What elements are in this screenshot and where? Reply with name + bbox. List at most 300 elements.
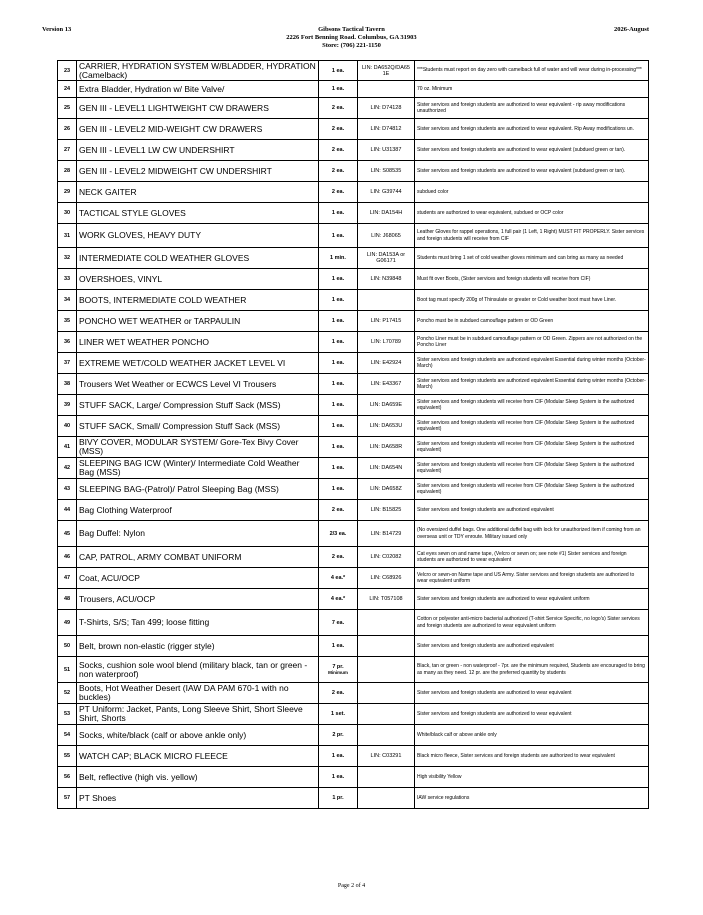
table-row	[58, 140, 649, 161]
row-number	[58, 746, 77, 767]
item-description	[77, 248, 319, 269]
item-quantity-text: 2 ea.	[331, 507, 345, 513]
item-description	[77, 395, 319, 416]
item-remarks	[415, 416, 649, 437]
item-lin-text: LIN: U31387	[370, 147, 402, 153]
item-remarks-text: Sister services and foreign students are authorized equivalent	[417, 642, 554, 649]
table-row	[58, 248, 649, 269]
row-number	[58, 610, 77, 636]
item-quantity	[319, 182, 358, 203]
table-row	[58, 98, 649, 119]
item-description	[77, 61, 319, 81]
item-description-text: EXTREME WET/COLD WEATHER JACKET LEVEL VI	[79, 357, 286, 368]
item-remarks-text: Cat eyes sewn on and name tape, (Velcro or sewn on; see note #1) Sister services and foreign students are authorized to wear equivalent	[417, 550, 627, 563]
row-number-text: 32	[63, 255, 71, 261]
row-number	[58, 547, 77, 568]
row-number	[58, 589, 77, 610]
item-remarks-text: Black micro fleece, Sister services and foreign students are authorized to wear equivalent	[417, 752, 615, 759]
row-number	[58, 269, 77, 290]
item-lin	[358, 500, 415, 521]
table-row	[58, 657, 649, 683]
item-remarks	[415, 395, 649, 416]
item-description	[77, 788, 319, 809]
row-number-text: 39	[63, 402, 71, 408]
item-remarks	[415, 458, 649, 479]
item-remarks-text: Velcro or sewn-on Name tape and US Army. Sister services and foreign students are authorized to wear equivalent uniform	[417, 571, 635, 584]
row-number-text: 52	[63, 690, 71, 696]
item-quantity	[319, 290, 358, 311]
item-description	[77, 140, 319, 161]
item-quantity	[319, 479, 358, 500]
row-number	[58, 290, 77, 311]
item-remarks-text: Sister services and foreign students are authorized to wear equivalent	[417, 689, 572, 696]
row-number-text: 28	[63, 168, 71, 174]
row-number	[58, 61, 77, 81]
table-row	[58, 61, 649, 81]
table-row	[58, 500, 649, 521]
item-lin-text: LIN: DA653U	[369, 423, 403, 429]
item-lin-text: LIN: D74128	[370, 105, 402, 111]
table-row	[58, 568, 649, 589]
packing-list-table	[57, 60, 649, 809]
item-description	[77, 437, 319, 458]
item-quantity-text: 1 min.	[330, 255, 346, 261]
row-number-text: 35	[63, 318, 71, 324]
item-quantity	[319, 269, 358, 290]
item-lin-text: LIN: C03291	[370, 753, 402, 759]
item-remarks	[415, 746, 649, 767]
item-description-text: GEN III - LEVEL2 MID-WEIGHT CW DRAWERS	[79, 123, 263, 134]
item-quantity-text: 1 ea.	[331, 86, 345, 92]
item-quantity-text: 2 ea.	[331, 126, 345, 132]
row-number-text: 37	[63, 360, 71, 366]
store-name: Gibsons Tactical Tavern	[318, 26, 385, 33]
item-description-text: PONCHO WET WEATHER or TARPAULIN	[79, 315, 241, 326]
item-quantity	[319, 203, 358, 224]
item-lin-text: LIN: J68065	[371, 232, 401, 239]
row-number	[58, 788, 77, 809]
item-quantity-text: 7 ea.	[331, 619, 345, 626]
item-quantity-text: 2 pr.	[332, 732, 344, 738]
item-description	[77, 610, 319, 636]
item-lin	[358, 725, 415, 746]
item-description-text: TACTICAL STYLE GLOVES	[79, 207, 186, 218]
row-number-text: 53	[63, 711, 71, 717]
table-row	[58, 521, 649, 547]
item-lin	[358, 353, 415, 374]
item-quantity	[319, 61, 358, 81]
item-remarks-text: Black, tan or green - non waterproof - 7pr. are the minimum required, Students are encouraged to bring as many as they need. 12 pr. are the preferred quantity by students	[417, 663, 645, 676]
item-remarks	[415, 767, 649, 788]
item-description	[77, 290, 319, 311]
item-quantity	[319, 332, 358, 353]
item-quantity	[319, 248, 358, 269]
item-quantity	[319, 437, 358, 458]
item-lin	[358, 395, 415, 416]
row-number	[58, 119, 77, 140]
item-remarks-text: Must fit over Boots, (Sister services and foreign students will receive from CIF)	[417, 275, 591, 282]
row-number-text: 41	[63, 444, 71, 450]
item-quantity-text: 2/3 ea.	[329, 530, 347, 537]
item-description-text: Extra Bladder, Hydration w/ Bite Valve/	[79, 83, 225, 94]
table-row	[58, 767, 649, 788]
item-quantity	[319, 353, 358, 374]
row-number-text: 51	[63, 666, 71, 673]
item-quantity	[319, 547, 358, 568]
item-description-text: Trousers Wet Weather or ECWCS Level VI Trousers	[79, 378, 277, 389]
item-quantity	[319, 98, 358, 119]
row-number-text: 56	[63, 774, 71, 780]
row-number-text: 38	[63, 381, 71, 387]
row-number-text: 46	[63, 554, 71, 560]
item-description-text: INTERMEDIATE COLD WEATHER GLOVES	[79, 252, 250, 263]
item-quantity	[319, 636, 358, 657]
item-lin	[358, 81, 415, 98]
item-quantity-text: 1 ea.	[331, 444, 345, 450]
item-quantity	[319, 568, 358, 589]
item-description	[77, 589, 319, 610]
table-row	[58, 458, 649, 479]
item-lin	[358, 98, 415, 119]
row-number-text: 34	[63, 297, 71, 303]
row-number	[58, 395, 77, 416]
item-lin	[358, 788, 415, 809]
row-number-text: 49	[63, 619, 71, 626]
item-lin	[358, 610, 415, 636]
item-remarks	[415, 98, 649, 119]
item-remarks	[415, 269, 649, 290]
row-number	[58, 203, 77, 224]
table-row	[58, 479, 649, 500]
item-quantity-text: 2 ea.	[331, 105, 345, 111]
row-number	[58, 98, 77, 119]
row-number-text: 31	[63, 232, 71, 239]
row-number	[58, 521, 77, 547]
item-lin	[358, 657, 415, 683]
row-number-text: 47	[63, 575, 71, 581]
item-remarks	[415, 636, 649, 657]
item-quantity	[319, 704, 358, 725]
item-remarks	[415, 81, 649, 98]
item-remarks	[415, 248, 649, 269]
item-lin-text: LIN: C02082	[370, 554, 402, 560]
item-description	[77, 657, 319, 683]
row-number-text: 36	[63, 339, 71, 345]
quantity-note: Minimum	[328, 669, 348, 675]
item-lin	[358, 248, 415, 269]
item-remarks-text: Poncho Liner must be in subdued camouflage pattern or OD Green. Zippers are not authorized on the Poncho Liner	[417, 335, 643, 348]
item-quantity	[319, 788, 358, 809]
item-description-text: GEN III - LEVEL2 MIDWEIGHT CW UNDERSHIRT	[79, 165, 272, 176]
item-quantity-text: 2 ea.	[331, 189, 345, 195]
row-number-text: 40	[63, 423, 71, 429]
table-row	[58, 332, 649, 353]
item-quantity-text: 1 ea.	[331, 486, 345, 492]
item-remarks	[415, 140, 649, 161]
item-lin	[358, 568, 415, 589]
item-quantity-text: 2 ea.	[331, 690, 345, 696]
item-description	[77, 547, 319, 568]
item-lin-text: LIN: N39848	[370, 276, 402, 282]
store-phone: Store: (706) 221-1150	[322, 42, 381, 49]
item-quantity-text: 1 ea.	[331, 753, 345, 759]
row-number	[58, 657, 77, 683]
item-lin	[358, 767, 415, 788]
item-lin-text: LIN: DA654N	[369, 465, 403, 471]
row-number-text: 50	[63, 643, 71, 649]
item-quantity-text: 1 ea.	[331, 297, 345, 303]
row-number-text: 43	[63, 486, 71, 492]
table-row	[58, 353, 649, 374]
item-description	[77, 81, 319, 98]
item-description	[77, 224, 319, 248]
item-description-text: CAP, PATROL, ARMY COMBAT UNIFORM	[79, 551, 242, 562]
item-quantity	[319, 500, 358, 521]
item-quantity	[319, 416, 358, 437]
table-row	[58, 119, 649, 140]
item-remarks-text: Sister services and foreign students are authorized equivalent	[417, 506, 554, 513]
item-description	[77, 767, 319, 788]
item-remarks-text: Sister services and foreign students will receive from CIF (Modular Sleep System is the authorized equivalent)	[417, 398, 635, 411]
row-number-text: 23	[63, 67, 71, 74]
item-lin	[358, 161, 415, 182]
row-number-text: 57	[63, 795, 71, 801]
item-lin-text: LIN: E42924	[370, 360, 402, 366]
table-row	[58, 81, 649, 98]
item-lin	[358, 374, 415, 395]
item-lin	[358, 479, 415, 500]
row-number-text: 29	[63, 189, 71, 195]
item-remarks-text: Students must bring 1 set of cold weather gloves minimum and can bring as many as needed	[417, 254, 624, 261]
item-remarks	[415, 61, 649, 81]
table-row	[58, 224, 649, 248]
item-remarks	[415, 119, 649, 140]
item-remarks-text: (No oversized duffel bags. One additional duffel bag with lock for unauthorized item if coming from an overseas unit or TDY enroute. Military issued only	[417, 527, 641, 540]
item-lin	[358, 746, 415, 767]
item-lin-text: LIN: DA153A or G06171	[366, 252, 406, 264]
item-remarks	[415, 182, 649, 203]
item-lin	[358, 458, 415, 479]
item-remarks	[415, 203, 649, 224]
item-lin	[358, 547, 415, 568]
row-number	[58, 161, 77, 182]
item-description-text: STUFF SACK, Large/ Compression Stuff Sack (MSS)	[79, 399, 281, 410]
item-quantity-text: 1 ea.	[331, 360, 345, 366]
item-description	[77, 332, 319, 353]
row-number-text: 48	[63, 596, 71, 602]
item-description-text: GEN III - LEVEL1 LIGHTWEIGHT CW DRAWERS	[79, 102, 269, 113]
row-number	[58, 353, 77, 374]
item-remarks	[415, 311, 649, 332]
item-lin	[358, 416, 415, 437]
item-remarks-text: Sister services and foreign students are authorized equivalent Essential during winter months (October-March)	[417, 356, 646, 369]
item-description-text: BOOTS, INTERMEDIATE COLD WEATHER	[79, 294, 247, 305]
item-quantity	[319, 521, 358, 547]
table-row	[58, 290, 649, 311]
item-lin	[358, 61, 415, 81]
item-remarks-text: Sister services and foreign students will receive from CIF (Modular Sleep System is the authorized equivalent)	[417, 440, 635, 453]
item-lin	[358, 224, 415, 248]
table-row	[58, 746, 649, 767]
item-lin	[358, 683, 415, 704]
item-quantity-text: 1 ea.	[331, 339, 345, 345]
item-quantity-text: 1 ea.	[331, 643, 345, 649]
row-number	[58, 374, 77, 395]
item-remarks-text: ***Students must report on day zero with camelback full of water and will wear during in-processing***	[417, 67, 642, 74]
store-header	[0, 26, 703, 50]
item-quantity-text: 2 ea.	[331, 554, 345, 560]
item-lin-text: LIN: B14729	[370, 530, 402, 537]
item-remarks-text: subdued color	[417, 188, 449, 195]
item-remarks	[415, 161, 649, 182]
item-lin-text: LIN: S08535	[370, 168, 402, 174]
table-row	[58, 437, 649, 458]
row-number-text: 42	[63, 465, 71, 471]
item-description-text: NECK GAITER	[79, 186, 137, 197]
row-number-text: 27	[63, 147, 71, 153]
row-number-text: 26	[63, 126, 71, 132]
item-quantity-text: 1 ea.	[331, 465, 345, 471]
item-description	[77, 725, 319, 746]
row-number	[58, 332, 77, 353]
item-remarks	[415, 704, 649, 725]
item-description-text: Belt, brown non-elastic (rigger style)	[79, 640, 215, 651]
item-description	[77, 479, 319, 500]
item-quantity-text: 1 ea.	[331, 381, 345, 387]
item-description-text: Socks, white/black (calf or above ankle only)	[79, 729, 247, 740]
item-quantity	[319, 311, 358, 332]
row-number-text: 24	[63, 86, 71, 92]
item-lin	[358, 269, 415, 290]
item-remarks	[415, 568, 649, 589]
item-quantity	[319, 140, 358, 161]
item-quantity	[319, 458, 358, 479]
table-row	[58, 182, 649, 203]
item-description	[77, 746, 319, 767]
item-quantity	[319, 725, 358, 746]
table-row	[58, 395, 649, 416]
row-number-text: 55	[63, 753, 71, 759]
item-remarks	[415, 725, 649, 746]
row-number-text: 54	[63, 732, 71, 738]
item-description-text: Socks, cushion sole wool blend (military black, tan or green - non waterproof)	[79, 659, 308, 679]
item-quantity	[319, 395, 358, 416]
item-quantity-text: 4 ea.*	[330, 575, 346, 581]
item-remarks-text: Sister services and foreign students are authorized to wear equivalent. Rip Away modifications un.	[417, 125, 634, 132]
item-description	[77, 374, 319, 395]
item-remarks-text: White/black calf or above ankle only	[417, 731, 497, 738]
item-remarks-text: 70 oz. Minimum	[417, 85, 453, 92]
item-description-text: STUFF SACK, Small/ Compression Stuff Sack (MSS)	[79, 420, 281, 431]
row-number	[58, 311, 77, 332]
item-remarks-text: High visibility Yellow	[417, 773, 462, 780]
item-remarks-text: Sister services and foreign students are authorized to wear equivalent	[417, 710, 572, 717]
item-lin-text: LIN: L70789	[371, 339, 401, 345]
item-description	[77, 311, 319, 332]
item-description	[77, 568, 319, 589]
item-description-text: SLEEPING BAG-(Patrol)/ Patrol Sleeping Bag (MSS)	[79, 483, 279, 494]
table-row	[58, 374, 649, 395]
item-description-text: PT Uniform: Jacket, Pants, Long Sleeve Shirt, Short Sleeve Shirt, Shorts	[79, 704, 303, 723]
item-quantity-text: 7 pr.	[332, 663, 344, 670]
table-row	[58, 416, 649, 437]
item-quantity-text: 1 ea.	[331, 423, 345, 429]
item-quantity	[319, 81, 358, 98]
item-description-text: WATCH CAP; BLACK MICRO FLEECE	[79, 750, 228, 761]
row-number-text: 25	[63, 105, 71, 111]
item-lin	[358, 140, 415, 161]
item-remarks	[415, 657, 649, 683]
item-quantity-text: 1 set.	[330, 711, 346, 717]
table-row	[58, 725, 649, 746]
item-description	[77, 182, 319, 203]
packing-list-body	[58, 61, 649, 809]
row-number	[58, 767, 77, 788]
table-row	[58, 704, 649, 725]
item-description-text: Trousers, ACU/OCP	[79, 593, 156, 604]
table-row	[58, 161, 649, 182]
item-lin	[358, 311, 415, 332]
table-row	[58, 269, 649, 290]
item-quantity	[319, 374, 358, 395]
item-remarks-text: Sister services and foreign students are authorized equivalent Essential during winter months (October-March)	[417, 377, 646, 390]
item-lin-text: LIN: C68926	[370, 575, 402, 581]
item-description	[77, 704, 319, 725]
item-lin	[358, 521, 415, 547]
row-number	[58, 479, 77, 500]
row-number	[58, 568, 77, 589]
item-remarks-text: Cotton or polyester anti-micro bacterial authorized (T-shirt Service Specific, no logo's) Sister services and foreign students are authorized to wear equivalent uniform	[417, 616, 640, 629]
item-quantity	[319, 224, 358, 248]
item-lin-text: LIN: DA658R	[369, 444, 403, 450]
item-description-text: WORK GLOVES, HEAVY DUTY	[79, 230, 202, 240]
item-remarks	[415, 437, 649, 458]
item-description-text: Boots, Hot Weather Desert (IAW DA PAM 670-1 with no buckles)	[79, 683, 289, 702]
item-remarks-text: IAW service regulations	[417, 794, 470, 801]
row-number	[58, 140, 77, 161]
item-lin	[358, 119, 415, 140]
item-quantity-text: 1 ea.	[331, 210, 345, 216]
item-quantity-text: 4 ea.*	[330, 596, 346, 602]
row-number-text: 44	[63, 507, 71, 513]
table-row	[58, 683, 649, 704]
row-number	[58, 458, 77, 479]
item-description	[77, 353, 319, 374]
item-description-text: LINER WET WEATHER PONCHO	[79, 336, 210, 347]
item-remarks-text: Sister services and foreign students are authorized to wear equivalent - rip away modifications unauthorized	[417, 101, 626, 114]
row-number	[58, 248, 77, 269]
item-lin-text: LIN: D74812	[370, 126, 402, 132]
item-remarks	[415, 374, 649, 395]
document-date: 2026-August	[613, 26, 649, 33]
item-quantity-text: 1 ea.	[331, 276, 345, 282]
item-remarks	[415, 547, 649, 568]
item-lin-text: LIN: G39744	[370, 189, 402, 195]
item-description-text: Coat, ACU/OCP	[79, 572, 140, 583]
table-row	[58, 203, 649, 224]
row-number-text: 30	[63, 210, 71, 216]
row-number	[58, 704, 77, 725]
item-remarks-text: Sister services and foreign students will receive from CIF (Modular Sleep System is the authorized equivalent)	[417, 482, 635, 495]
item-description-text: GEN III - LEVEL1 LW CW UNDERSHIRT	[79, 144, 235, 155]
item-lin	[358, 332, 415, 353]
row-number	[58, 81, 77, 98]
item-description	[77, 98, 319, 119]
item-description-text: OVERSHOES, VINYL	[79, 273, 163, 284]
item-remarks-text: Poncho must be in subdued camouflage pattern or OD Green	[417, 317, 554, 324]
item-description-text: CARRIER, HYDRATION SYSTEM W/BLADDER, HYDRATION (Camelback)	[79, 60, 316, 80]
item-remarks-text: Sister services and foreign students are authorized to wear equivalent (subdued green or tan).	[417, 146, 626, 153]
